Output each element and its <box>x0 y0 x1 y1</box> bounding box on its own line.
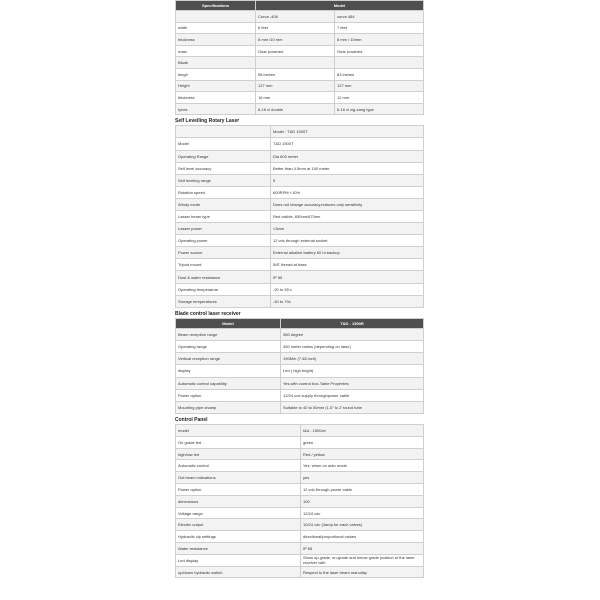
receiver-row <box>176 365 424 377</box>
laser-row <box>176 247 424 259</box>
row-value: 100 <box>301 495 424 507</box>
receiver-table <box>175 318 424 414</box>
row-label: Voltage range <box>176 507 301 519</box>
panel-row <box>176 554 424 566</box>
row-label: tynes <box>176 103 256 115</box>
laser-row <box>176 211 424 223</box>
laser-section-title: Self Levelling Rotary Laser <box>175 118 240 125</box>
row-label: Blade <box>176 57 256 69</box>
row-label: Automatic control <box>176 460 301 472</box>
laser-row <box>176 198 424 210</box>
row-label: Operating range <box>176 340 281 352</box>
row-label: Hydraulic vlp settings <box>176 531 301 543</box>
laser-row <box>176 174 424 186</box>
row-label: Water resistance <box>176 543 301 555</box>
row-value: yes <box>301 472 424 484</box>
row-label: Automatic control capability <box>176 377 281 389</box>
panel-row <box>176 507 424 519</box>
row-value: 12/24 vdc <box>301 507 424 519</box>
spec-header-specifications: Specifications <box>176 1 256 11</box>
laser-row <box>176 186 424 198</box>
row-label <box>176 11 256 23</box>
row-value: Model : T&D 1500T <box>271 126 424 138</box>
row-value: Red / yellow <box>301 448 424 460</box>
row-label: Rotation speed <box>176 186 271 198</box>
row-value: 600RPM +10% <box>271 186 424 198</box>
spec-row <box>176 80 424 92</box>
row-label: Self leveling range <box>176 174 271 186</box>
row-value: 360 degree <box>281 328 424 340</box>
row-value: green <box>301 436 424 448</box>
laser-row <box>176 150 424 162</box>
row-value: 6-16 cl zig-zang type <box>335 103 424 115</box>
row-value: Gear powered <box>335 45 424 57</box>
row-value: Show up grade, on-grade and below grade position of the laser receiver with <box>301 554 424 566</box>
panel-row <box>176 436 424 448</box>
row-value: 127 mm <box>335 80 424 92</box>
row-label: Storage temperatures <box>176 295 271 307</box>
row-value: <3mm <box>271 223 424 235</box>
row-value: directional/proportional values <box>301 531 424 543</box>
receiver-row <box>176 401 424 413</box>
laser-row <box>176 283 424 295</box>
row-label: display <box>176 365 281 377</box>
laser-row <box>176 126 424 138</box>
row-value: 8 mm / 10mm <box>335 34 424 46</box>
receiver-section-title: Blade control laser receiver <box>175 310 241 317</box>
row-label: Power option <box>176 389 281 401</box>
row-label: Self level accuracy <box>176 162 271 174</box>
row-value <box>335 57 424 69</box>
spec-row <box>176 22 424 34</box>
spec-row <box>176 11 424 23</box>
row-value: Dia 600 meter <box>271 150 424 162</box>
row-label: Lasser power <box>176 223 271 235</box>
row-value: 6 feet <box>256 22 335 34</box>
spec-row <box>176 103 424 115</box>
row-label: Windy mode <box>176 198 271 210</box>
row-value: 83 inches <box>335 68 424 80</box>
receiver-row <box>176 377 424 389</box>
laser-row <box>176 138 424 150</box>
receiver-row <box>176 353 424 365</box>
spec-header-model: Model <box>256 1 424 11</box>
row-value: 12/24 vcd supply throughpower cable <box>281 389 424 401</box>
row-label: model <box>176 425 301 437</box>
panel-section-title: Control Panel <box>175 417 208 424</box>
row-value: Led ( high bright) <box>281 365 424 377</box>
spec-row <box>176 34 424 46</box>
row-label: dimensions <box>176 495 301 507</box>
row-label: Dust & water resistance <box>176 271 271 283</box>
row-label <box>176 126 271 138</box>
panel-row <box>176 448 424 460</box>
panel-row <box>176 531 424 543</box>
panel-row <box>176 566 424 578</box>
row-value: -20 to 55 c <box>271 283 424 295</box>
row-label: Led display <box>176 554 301 566</box>
row-label: Electric output <box>176 519 301 531</box>
row-value: 8 mm /10 mm <box>256 34 335 46</box>
row-label: Operating temperature <box>176 283 271 295</box>
panel-row <box>176 484 424 496</box>
panel-row <box>176 472 424 484</box>
row-label: lengh <box>176 68 256 80</box>
row-value: External alkaline battery 60 hr.backup <box>271 247 424 259</box>
row-value: 5/8" thread at base <box>271 259 424 271</box>
laser-table <box>175 125 424 307</box>
row-label: Mounting pipe champ <box>176 401 281 413</box>
receiver-header-model: Model <box>176 318 281 328</box>
row-value: Respect to the laser beam manullay <box>301 566 424 578</box>
spec-row <box>176 92 424 104</box>
row-value: 12 mm <box>335 92 424 104</box>
row-value: t&d - 1500cb <box>301 425 424 437</box>
laser-row <box>176 295 424 307</box>
row-value: IP 55 <box>271 271 424 283</box>
row-label: Lasser beam type <box>176 211 271 223</box>
row-value: 7 feet <box>335 22 424 34</box>
row-value: Red visible, 650nm/670nm <box>271 211 424 223</box>
row-value: 5 <box>271 174 424 186</box>
panel-row <box>176 519 424 531</box>
row-value <box>256 57 335 69</box>
row-label: On grade led <box>176 436 301 448</box>
row-label: Vertical reception range <box>176 353 281 365</box>
laser-row <box>176 162 424 174</box>
spec-document <box>175 0 423 578</box>
row-value: -40 to 70c <box>271 295 424 307</box>
spec-row <box>176 45 424 57</box>
laser-row <box>176 271 424 283</box>
receiver-row <box>176 328 424 340</box>
row-label: Power option <box>176 484 301 496</box>
laser-row <box>176 223 424 235</box>
row-label: high/low led <box>176 448 301 460</box>
row-label: thickness <box>176 92 256 104</box>
specifications-table <box>175 0 424 115</box>
receiver-header-model-value: T&D - 1500R <box>281 318 424 328</box>
row-value: 450 meter radius (depending on laser) <box>281 340 424 352</box>
row-value: Gear powered <box>256 45 335 57</box>
row-value: Curva -406 <box>256 11 335 23</box>
row-label: Tripod mount <box>176 259 271 271</box>
receiver-row <box>176 340 424 352</box>
row-value: T&D 1500T <box>271 138 424 150</box>
row-value: Yes,with control box-Table Properties <box>281 377 424 389</box>
row-value: 16 mm <box>256 92 335 104</box>
row-value: 127 mm <box>256 80 335 92</box>
row-value: 12 vdc through power cable <box>301 484 424 496</box>
row-label: Operating power <box>176 235 271 247</box>
row-label: Operating Range <box>176 150 271 162</box>
panel-row <box>176 460 424 472</box>
row-value: 6-16 cl double <box>256 103 335 115</box>
row-value: curva 484 <box>335 11 424 23</box>
row-value: 190Mm (7.48 inch) <box>281 353 424 365</box>
row-label: Out beam indications <box>176 472 301 484</box>
row-value: IP 65 <box>301 543 424 555</box>
row-label: mast <box>176 45 256 57</box>
row-value: 98 inches <box>256 68 335 80</box>
row-label: thickness <box>176 34 256 46</box>
row-label: Height <box>176 80 256 92</box>
row-label: Beam reception range <box>176 328 281 340</box>
control-panel-table <box>175 424 424 578</box>
row-value: Suitable to 40 to 50mm (1.5" to 2"round tube <box>281 401 424 413</box>
receiver-row <box>176 389 424 401</box>
row-value: Yes, when on auto mode <box>301 460 424 472</box>
laser-row <box>176 259 424 271</box>
spec-row <box>176 68 424 80</box>
panel-row <box>176 543 424 555</box>
row-value: Does not change accuracy,reduces only sensitivity <box>271 198 424 210</box>
row-value: Better than 4.5mm at 100 meter <box>271 162 424 174</box>
panel-row <box>176 425 424 437</box>
laser-row <box>176 235 424 247</box>
row-label: Power source <box>176 247 271 259</box>
spec-row <box>176 57 424 69</box>
row-label: width <box>176 22 256 34</box>
panel-row <box>176 495 424 507</box>
row-value: 12 vdc through external socket <box>271 235 424 247</box>
row-label: up/down hydraulic switch <box>176 566 301 578</box>
row-value: 10/24 vdc (3amp.for each valves) <box>301 519 424 531</box>
row-label: Model <box>176 138 271 150</box>
